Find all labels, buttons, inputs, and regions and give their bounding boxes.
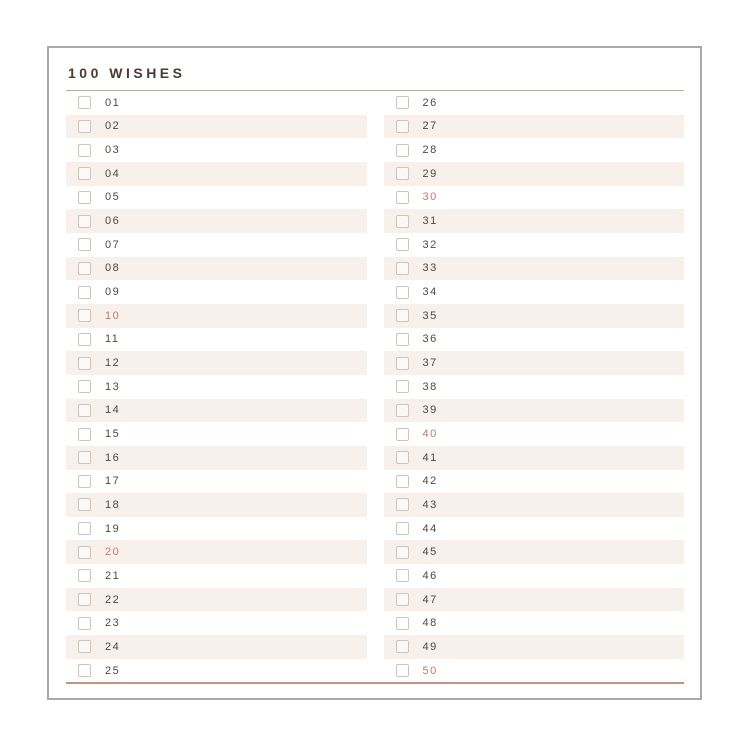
wish-checkbox[interactable] xyxy=(396,593,409,606)
footer-rule xyxy=(66,682,684,684)
wish-checkbox[interactable] xyxy=(78,404,91,417)
wish-number-label: 06 xyxy=(105,215,121,228)
wish-number-label: 29 xyxy=(422,167,438,180)
wish-number-label: 09 xyxy=(105,286,121,299)
wish-number-label: 49 xyxy=(422,640,438,653)
wish-row xyxy=(66,470,367,494)
wish-number-label: 10 xyxy=(105,309,121,322)
wish-checkbox[interactable] xyxy=(78,428,91,441)
wish-number-label: 39 xyxy=(422,404,438,417)
wish-row xyxy=(384,375,685,399)
wish-checkbox[interactable] xyxy=(396,498,409,511)
wish-row xyxy=(66,257,367,281)
wish-checkbox[interactable] xyxy=(78,309,91,322)
wish-number-label: 20 xyxy=(105,546,121,559)
wish-row xyxy=(66,304,367,328)
wish-checkbox[interactable] xyxy=(78,569,91,582)
wish-row xyxy=(66,611,367,635)
wish-checkbox[interactable] xyxy=(78,380,91,393)
wish-checkbox[interactable] xyxy=(78,640,91,653)
wish-checkbox[interactable] xyxy=(78,333,91,346)
wish-row xyxy=(384,280,685,304)
wish-row xyxy=(66,399,367,423)
wish-row xyxy=(384,470,685,494)
wish-row xyxy=(384,186,685,210)
wish-row xyxy=(66,233,367,257)
page-title: 100 WISHES xyxy=(68,65,186,81)
wish-row xyxy=(66,564,367,588)
wish-checkbox[interactable] xyxy=(396,262,409,275)
wish-number-label: 32 xyxy=(422,238,438,251)
wish-row xyxy=(384,399,685,423)
wish-row xyxy=(384,422,685,446)
wish-row xyxy=(66,493,367,517)
wish-checkbox[interactable] xyxy=(78,357,91,370)
wish-number-label: 16 xyxy=(105,451,121,464)
wishes-column-right xyxy=(384,91,685,682)
wish-number-label: 48 xyxy=(422,617,438,630)
wish-row xyxy=(384,115,685,139)
wish-checkbox[interactable] xyxy=(396,404,409,417)
wish-row xyxy=(66,659,367,683)
wish-row xyxy=(66,540,367,564)
wish-number-label: 42 xyxy=(422,475,438,488)
wish-number-label: 04 xyxy=(105,167,121,180)
wish-number-label: 23 xyxy=(105,617,121,630)
wish-row xyxy=(384,328,685,352)
wish-checkbox[interactable] xyxy=(78,262,91,275)
wish-number-label: 31 xyxy=(422,215,438,228)
wish-row xyxy=(384,493,685,517)
wish-number-label: 37 xyxy=(422,357,438,370)
wish-number-label: 26 xyxy=(422,96,438,109)
wish-row xyxy=(384,611,685,635)
wish-row xyxy=(384,162,685,186)
wish-number-label: 15 xyxy=(105,428,121,441)
wish-number-label: 01 xyxy=(105,96,121,109)
wish-number-label: 11 xyxy=(105,333,120,346)
wish-number-label: 02 xyxy=(105,120,121,133)
wish-checkbox[interactable] xyxy=(78,96,91,109)
wish-row xyxy=(384,209,685,233)
wish-row xyxy=(384,564,685,588)
wish-number-label: 19 xyxy=(105,522,121,535)
wish-row xyxy=(66,138,367,162)
wish-row xyxy=(66,91,367,115)
wish-number-label: 38 xyxy=(422,380,438,393)
wish-checkbox[interactable] xyxy=(396,144,409,157)
wish-checkbox[interactable] xyxy=(78,191,91,204)
wish-checkbox[interactable] xyxy=(78,664,91,677)
wish-number-label: 12 xyxy=(105,357,121,370)
wish-checkbox[interactable] xyxy=(78,546,91,559)
wish-checkbox[interactable] xyxy=(396,215,409,228)
wish-checkbox[interactable] xyxy=(396,546,409,559)
wish-checkbox[interactable] xyxy=(78,167,91,180)
wish-number-label: 03 xyxy=(105,144,121,157)
wishes-column-left xyxy=(66,91,367,682)
wish-number-label: 05 xyxy=(105,191,121,204)
wish-number-label: 07 xyxy=(105,238,121,251)
wish-row xyxy=(384,635,685,659)
wish-number-label: 18 xyxy=(105,498,121,511)
wishes-list xyxy=(66,91,684,682)
wish-row xyxy=(384,659,685,683)
wish-number-label: 17 xyxy=(105,475,121,488)
wish-number-label: 08 xyxy=(105,262,121,275)
planner-page xyxy=(47,46,702,700)
wish-row xyxy=(384,91,685,115)
wish-row xyxy=(66,186,367,210)
wish-number-label: 21 xyxy=(105,569,121,582)
wish-checkbox[interactable] xyxy=(78,617,91,630)
wish-number-label: 43 xyxy=(422,498,438,511)
wish-row xyxy=(384,257,685,281)
wish-number-label: 33 xyxy=(422,262,438,275)
wish-row xyxy=(66,446,367,470)
wish-checkbox[interactable] xyxy=(78,498,91,511)
wish-row xyxy=(66,280,367,304)
wish-checkbox[interactable] xyxy=(396,238,409,251)
wish-row xyxy=(384,446,685,470)
wish-number-label: 30 xyxy=(422,191,438,204)
wish-checkbox[interactable] xyxy=(78,475,91,488)
wish-row xyxy=(66,162,367,186)
wish-checkbox[interactable] xyxy=(396,664,409,677)
wish-number-label: 28 xyxy=(422,144,438,157)
wish-row xyxy=(66,517,367,541)
wish-checkbox[interactable] xyxy=(396,475,409,488)
wish-checkbox[interactable] xyxy=(396,617,409,630)
wish-checkbox[interactable] xyxy=(396,522,409,535)
wish-row xyxy=(384,517,685,541)
wish-checkbox[interactable] xyxy=(78,120,91,133)
wish-row xyxy=(66,115,367,139)
wish-number-label: 13 xyxy=(105,380,121,393)
wish-checkbox[interactable] xyxy=(396,428,409,441)
wish-row xyxy=(384,138,685,162)
wish-checkbox[interactable] xyxy=(396,96,409,109)
wish-number-label: 45 xyxy=(422,546,438,559)
wish-number-label: 47 xyxy=(422,593,438,606)
wish-checkbox[interactable] xyxy=(78,522,91,535)
wish-number-label: 35 xyxy=(422,309,438,322)
wish-number-label: 27 xyxy=(422,120,438,133)
wish-row xyxy=(66,422,367,446)
wish-number-label: 41 xyxy=(422,451,438,464)
wish-row xyxy=(66,375,367,399)
wish-checkbox[interactable] xyxy=(396,309,409,322)
wish-number-label: 22 xyxy=(105,593,121,606)
wish-checkbox[interactable] xyxy=(78,593,91,606)
wish-checkbox[interactable] xyxy=(78,144,91,157)
wish-number-label: 34 xyxy=(422,286,438,299)
wish-checkbox[interactable] xyxy=(78,215,91,228)
wish-checkbox[interactable] xyxy=(396,333,409,346)
wish-row xyxy=(66,635,367,659)
wish-row xyxy=(384,588,685,612)
wish-row xyxy=(66,328,367,352)
wish-number-label: 25 xyxy=(105,664,121,677)
wish-row xyxy=(384,233,685,257)
wish-checkbox[interactable] xyxy=(396,120,409,133)
wish-row xyxy=(384,540,685,564)
wish-checkbox[interactable] xyxy=(396,167,409,180)
wish-number-label: 40 xyxy=(422,428,438,441)
wish-row xyxy=(66,351,367,375)
wish-checkbox[interactable] xyxy=(396,451,409,464)
wish-checkbox[interactable] xyxy=(396,286,409,299)
wish-number-label: 14 xyxy=(105,404,121,417)
wish-number-label: 24 xyxy=(105,640,121,653)
wish-number-label: 50 xyxy=(422,664,438,677)
wish-row xyxy=(384,351,685,375)
wish-checkbox[interactable] xyxy=(396,380,409,393)
wish-checkbox[interactable] xyxy=(396,191,409,204)
wish-checkbox[interactable] xyxy=(78,238,91,251)
wish-row xyxy=(66,209,367,233)
wish-number-label: 36 xyxy=(422,333,438,346)
wish-number-label: 44 xyxy=(422,522,438,535)
wish-checkbox[interactable] xyxy=(78,451,91,464)
wish-checkbox[interactable] xyxy=(78,286,91,299)
wish-number-label: 46 xyxy=(422,569,438,582)
wish-row xyxy=(384,304,685,328)
wish-checkbox[interactable] xyxy=(396,357,409,370)
wish-checkbox[interactable] xyxy=(396,640,409,653)
wish-checkbox[interactable] xyxy=(396,569,409,582)
wish-row xyxy=(66,588,367,612)
